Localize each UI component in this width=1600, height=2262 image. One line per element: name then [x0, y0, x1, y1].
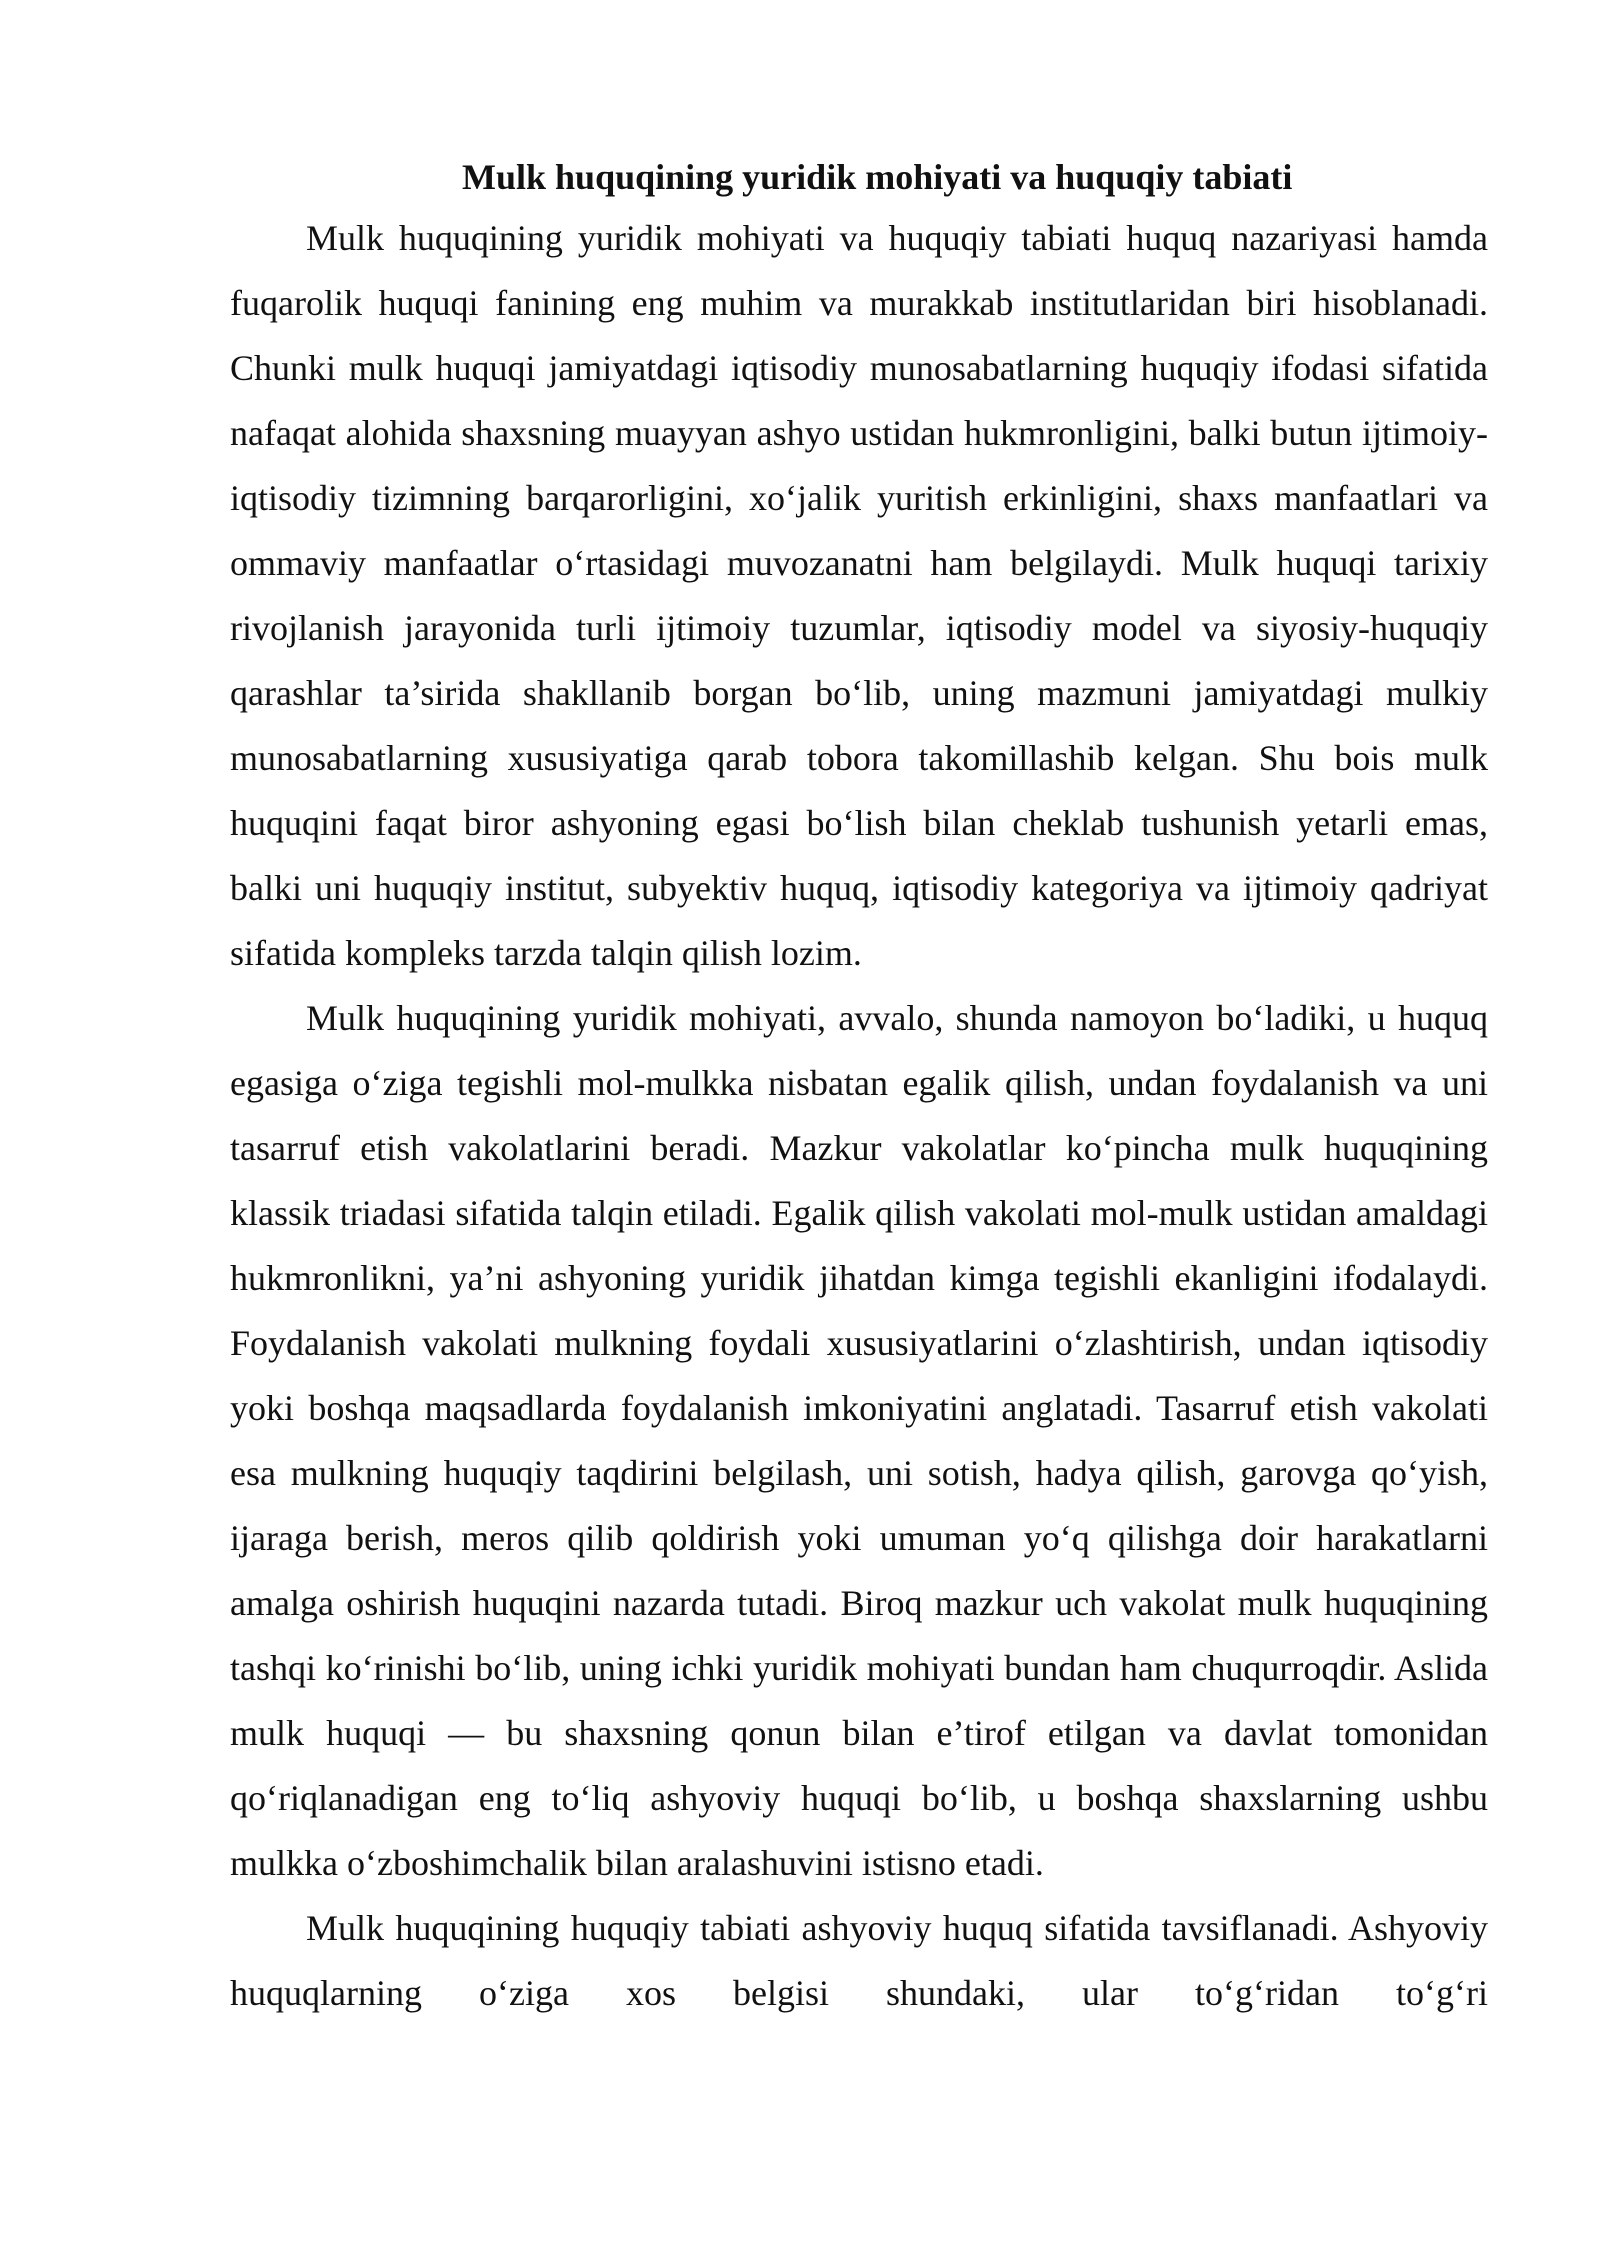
document-body [230, 148, 1488, 2026]
paragraph-3: Mulk huquqining huquqiy tabiati ashyoviy huquq sifatida tavsiflanadi. Ashyoviy huquqlarning o‘ziga xos belgisi shundaki, ular to‘g‘ridan to‘g‘ri [230, 1908, 1488, 2013]
paragraph-2: Mulk huquqining yuridik mohiyati, avvalo, shunda namoyon bo‘ladiki, u huquq egasiga o‘ziga tegishli mol-mulkka nisbatan egalik qilish, undan foydalanish va uni tasarruf etish vakolatlarini beradi. Mazkur vakolatlar ko‘pincha mulk huquqining klassik triadasi sifatida talqin etiladi. Egalik qilish vakolati mol-mulk ustidan amaldagi hukmronlikni, ya’ni ashyoning yuridik jihatdan kimga tegishli ekanligini ifodalaydi. Foydalanish vakolati mulkning foydali xususiyatlarini o‘zlashtirish, undan iqtisodiy yoki boshqa maqsadlarda foydalanish imkoniyatini anglatadi. Tasarruf etish vakolati esa mulkning huquqiy taqdirini belgilash, uni sotish, hadya qilish, garovga qo‘yish, ijaraga berish, meros qilib qoldirish yoki umuman yo‘q qilishga doir harakatlarni amalga oshirish huquqini nazarda tutadi. Biroq mazkur uch vakolat mulk huquqining tashqi ko‘rinishi bo‘lib, uning ichki yuridik mohiyati bundan ham chuqurroqdir. Aslida mulk huquqi — bu shaxsning qonun bilan e’tirof etilgan va davlat tomonidan qo‘riqlanadigan eng to‘liq ashyoviy huquqi bo‘lib, u boshqa shaxslarning ushbu mulkka o‘zboshimchalik bilan aralashuvini istisno etadi. [230, 998, 1488, 1883]
document-title: Mulk huquqining yuridik mohiyati va huquqiy tabiati [462, 157, 1293, 197]
paragraph-1: Mulk huquqining yuridik mohiyati va huquqiy tabiati huquq nazariyasi hamda fuqarolik huquqi fanining eng muhim va murakkab institutlaridan biri hisoblanadi. Chunki mulk huquqi jamiyatdagi iqtisodiy munosabatlarning huquqiy ifodasi sifatida nafaqat alohida shaxsning muayyan ashyo ustidan hukmronligini, balki butun ijtimoiy-iqtisodiy tizimning barqarorligini, xo‘jalik yuritish erkinligini, shaxs manfaatlari va ommaviy manfaatlar o‘rtasidagi muvozanatni ham belgilaydi. Mulk huquqi tarixiy rivojlanish jarayonida turli ijtimoiy tuzumlar, iqtisodiy model va siyosiy-huquqiy qarashlar ta’sirida shakllanib borgan bo‘lib, uning mazmuni jamiyatdagi mulkiy munosabatlarning xususiyatiga qarab tobora takomillashib kelgan. Shu bois mulk huquqini faqat biror ashyoning egasi bo‘lish bilan cheklab tushunish yetarli emas, balki uni huquqiy institut, subyektiv huquq, iqtisodiy kategoriya va ijtimoiy qadriyat sifatida kompleks tarzda talqin qilish lozim. [230, 218, 1488, 973]
